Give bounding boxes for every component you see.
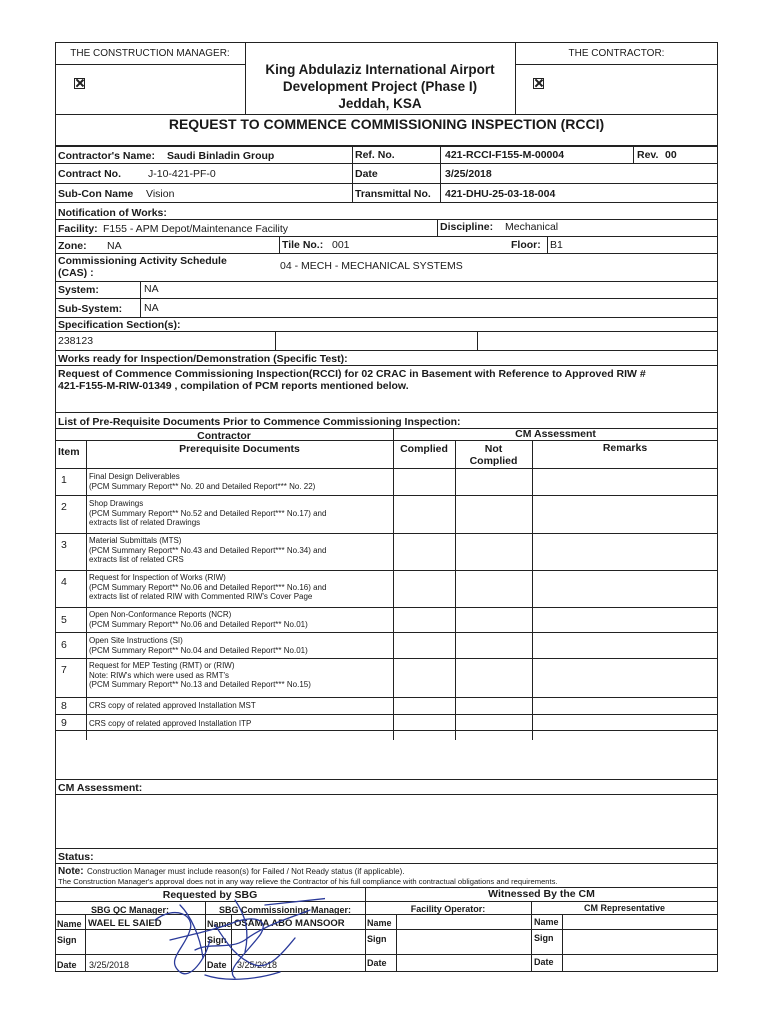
prereq-title: List of Pre-Requisite Documents Prior to Commence Commissioning Inspection:	[58, 416, 461, 428]
tile-label: Tile No.:	[282, 239, 324, 251]
cm-label: THE CONSTRUCTION MANAGER:	[70, 48, 230, 59]
transmittal-value: 421-DHU-25-03-18-004	[445, 188, 556, 200]
note-text: Construction Manager must include reason(s) for Failed / Not Ready status (if applicable).	[87, 867, 405, 876]
contractor-name-value: Saudi Binladin Group	[167, 150, 275, 162]
note-label: Note:	[58, 866, 84, 877]
divider	[55, 914, 718, 915]
project-line-1: King Abdulaziz International Airport	[265, 62, 495, 77]
divider	[532, 440, 533, 740]
works-label: Works ready for Inspection/Demonstration (Specific Test):	[58, 353, 348, 365]
rev-label: Rev.	[637, 149, 659, 161]
divider	[85, 914, 86, 972]
row-item: 9	[61, 717, 67, 729]
date-value: 3/25/2018	[445, 168, 492, 180]
rev-value: 00	[665, 149, 677, 161]
divider	[55, 954, 718, 955]
row-doc: Open Non-Conformance Reports (NCR) (PCM Summary Report** No.06 and Detailed Report** No.01)	[89, 610, 308, 629]
contractor-label: THE CONTRACTOR:	[568, 48, 665, 59]
row-item: 7	[61, 664, 67, 676]
spec-label: Specification Section(s):	[58, 319, 181, 331]
subcon-value: Vision	[146, 188, 175, 200]
qc-date: 3/25/2018	[89, 960, 130, 970]
floor-value: B1	[550, 239, 563, 251]
date-label: Date	[355, 168, 378, 180]
cm-assessment-header: CM Assessment	[515, 428, 596, 440]
subsystem-label: Sub-System:	[58, 303, 123, 315]
works-line-1: Request of Commence Commissioning Inspection(RCCI) for 02 CRAC in Basement with Reference to Approved RIW #	[58, 368, 646, 380]
contract-label: Contract No.	[58, 168, 121, 180]
row-item: 6	[61, 639, 67, 651]
divider	[55, 794, 718, 795]
discipline-label: Discipline:	[440, 221, 494, 233]
system-value: NA	[144, 283, 159, 295]
facility-label: Facility:	[58, 223, 98, 235]
comm-manager-label: SBG Commissioning Manager:	[218, 905, 352, 915]
name-label: Name	[207, 919, 232, 929]
divider	[55, 929, 718, 930]
divider	[55, 607, 718, 608]
tile-value: 001	[332, 239, 350, 251]
row-item: 1	[61, 474, 67, 486]
contractor-name-label: Contractor's Name:	[58, 150, 156, 162]
divider	[55, 331, 718, 332]
subcon-label: Sub-Con Name	[58, 188, 134, 200]
checkbox-icon[interactable]	[74, 78, 85, 89]
divider	[531, 901, 532, 972]
ref-label: Ref. No.	[355, 149, 395, 161]
divider	[352, 145, 353, 202]
divider	[55, 848, 718, 849]
row-item: 4	[61, 576, 67, 588]
note-text-2: The Construction Manager's approval does not in any way relieve the Contractor of his full compliance with contractual obligations and requirements.	[58, 877, 558, 886]
subsystem-value: NA	[144, 302, 159, 314]
cas-label: (CAS) :	[58, 267, 94, 279]
cas-value: 04 - MECH - MECHANICAL SYSTEMS	[280, 260, 463, 272]
project-line-3: Jeddah, KSA	[338, 96, 422, 111]
col-remarks: Remarks	[602, 442, 648, 454]
col-not-complied: Not	[484, 443, 503, 455]
cm-assessment-label: CM Assessment:	[58, 782, 143, 794]
name-label: Name	[57, 919, 82, 929]
divider	[275, 331, 276, 350]
checkbox-icon[interactable]	[533, 78, 544, 89]
divider	[55, 468, 718, 469]
row-doc: Material Submittals (MTS) (PCM Summary Report** No.43 and Detailed Report*** No.34) and extracts list of related CRS	[89, 536, 327, 564]
divider	[633, 145, 634, 163]
divider	[55, 570, 718, 571]
divider	[396, 914, 397, 972]
comm-name: OSAMA ABO MANSOOR	[234, 918, 345, 929]
divider	[55, 298, 718, 299]
row-doc: Request for MEP Testing (RMT) or (RIW) Note: RIW's which were used as RMT's (PCM Summary Report** No.13 and Detailed Report*** No.15)	[89, 661, 311, 689]
col-docs: Prerequisite Documents	[179, 443, 300, 455]
row-doc: Request for Inspection of Works (RIW) (PCM Summary Report** No.06 and Detailed Report*** No.16) and extracts list of related RIW with Commented RIW's Cover Page	[89, 573, 327, 601]
floor-label: Floor:	[511, 239, 541, 251]
row-doc: CRS copy of related approved Installation ITP	[89, 719, 252, 728]
cas-label: Commissioning Activity Schedule	[58, 255, 227, 267]
divider	[55, 281, 718, 282]
name-label: Name	[534, 917, 559, 927]
divider	[279, 236, 280, 253]
divider	[55, 495, 718, 496]
zone-label: Zone:	[58, 240, 87, 252]
comm-date: 3/25/2018	[237, 960, 278, 970]
form-title: REQUEST TO COMMENCE COMMISSIONING INSPECTION (RCCI)	[168, 116, 605, 132]
qc-manager-label: SBG QC Manager:	[90, 905, 169, 915]
col-item: Item	[58, 446, 80, 458]
divider	[55, 697, 718, 698]
divider	[55, 350, 718, 351]
divider	[86, 440, 87, 740]
divider	[55, 253, 718, 254]
ref-value: 421-RCCI-F155-M-00004	[445, 149, 565, 161]
date-label: Date	[207, 960, 227, 970]
divider	[55, 730, 718, 731]
divider	[55, 183, 718, 184]
name-label: Name	[367, 918, 392, 928]
discipline-value: Mechanical	[505, 221, 559, 233]
system-label: System:	[58, 284, 99, 296]
project-line-2: Development Project (Phase I)	[282, 79, 478, 94]
date-label: Date	[534, 957, 554, 967]
date-label: Date	[57, 960, 77, 970]
divider	[477, 331, 478, 350]
row-item: 2	[61, 501, 67, 513]
divider	[55, 114, 718, 115]
divider	[55, 236, 718, 237]
divider	[55, 714, 718, 715]
divider	[55, 202, 718, 203]
divider	[55, 412, 718, 413]
spec-value: 238123	[58, 335, 94, 347]
status-label: Status:	[58, 851, 94, 863]
col-not-complied: Complied	[469, 455, 518, 467]
divider	[55, 440, 718, 441]
divider	[55, 365, 718, 366]
facility-value: F155 - APM Depot/Maintenance Facility	[103, 223, 289, 235]
divider	[55, 64, 245, 65]
works-line-2: 421-F155-M-RIW-01349 , compilation of PCM reports mentioned below.	[58, 380, 409, 392]
divider	[55, 658, 718, 659]
divider	[455, 440, 456, 740]
qc-name: WAEL EL SAIED	[88, 918, 162, 929]
divider	[547, 236, 548, 253]
divider	[55, 317, 718, 318]
witnessed-by: Witnessed By the CM	[488, 888, 595, 900]
row-doc: Open Site Instructions (SI) (PCM Summary Report** No.04 and Detailed Report** No.01)	[89, 636, 308, 655]
transmittal-label: Transmittal No.	[355, 188, 431, 200]
divider	[562, 914, 563, 972]
divider	[393, 428, 394, 740]
row-item: 8	[61, 700, 67, 712]
rcci-form	[55, 42, 718, 972]
zone-value: NA	[107, 240, 122, 252]
divider	[437, 219, 438, 236]
divider	[440, 145, 441, 202]
divider	[55, 145, 718, 147]
row-doc: Shop Drawings (PCM Summary Report** No.52 and Detailed Report*** No.17) and extracts list of related Drawings	[89, 499, 327, 527]
divider	[55, 863, 718, 864]
contract-value: J-10-421-PF-0	[148, 168, 216, 180]
requested-by: Requested by SBG	[162, 889, 258, 901]
notification-label: Notification of Works:	[58, 207, 167, 219]
sign-label: Sign	[367, 934, 387, 944]
row-doc: Final Design Deliverables (PCM Summary Report** No. 20 and Detailed Report*** No. 22)	[89, 472, 316, 491]
row-item: 5	[61, 614, 67, 626]
divider	[55, 779, 718, 780]
divider	[140, 281, 141, 317]
sign-label: Sign	[534, 933, 554, 943]
contractor-header: Contractor	[197, 430, 251, 442]
divider	[205, 901, 206, 972]
cm-rep-label: CM Representative	[583, 903, 666, 913]
sign-label: Sign	[207, 935, 227, 945]
sign-label: Sign	[57, 935, 77, 945]
facility-operator-label: Facility Operator:	[410, 904, 486, 914]
divider	[55, 632, 718, 633]
row-item: 3	[61, 539, 67, 551]
date-label: Date	[367, 958, 387, 968]
divider	[55, 219, 718, 220]
row-doc: CRS copy of related approved Installation MST	[89, 701, 256, 710]
col-complied: Complied	[400, 443, 448, 455]
divider	[55, 533, 718, 534]
divider	[55, 163, 718, 164]
divider	[515, 64, 718, 65]
